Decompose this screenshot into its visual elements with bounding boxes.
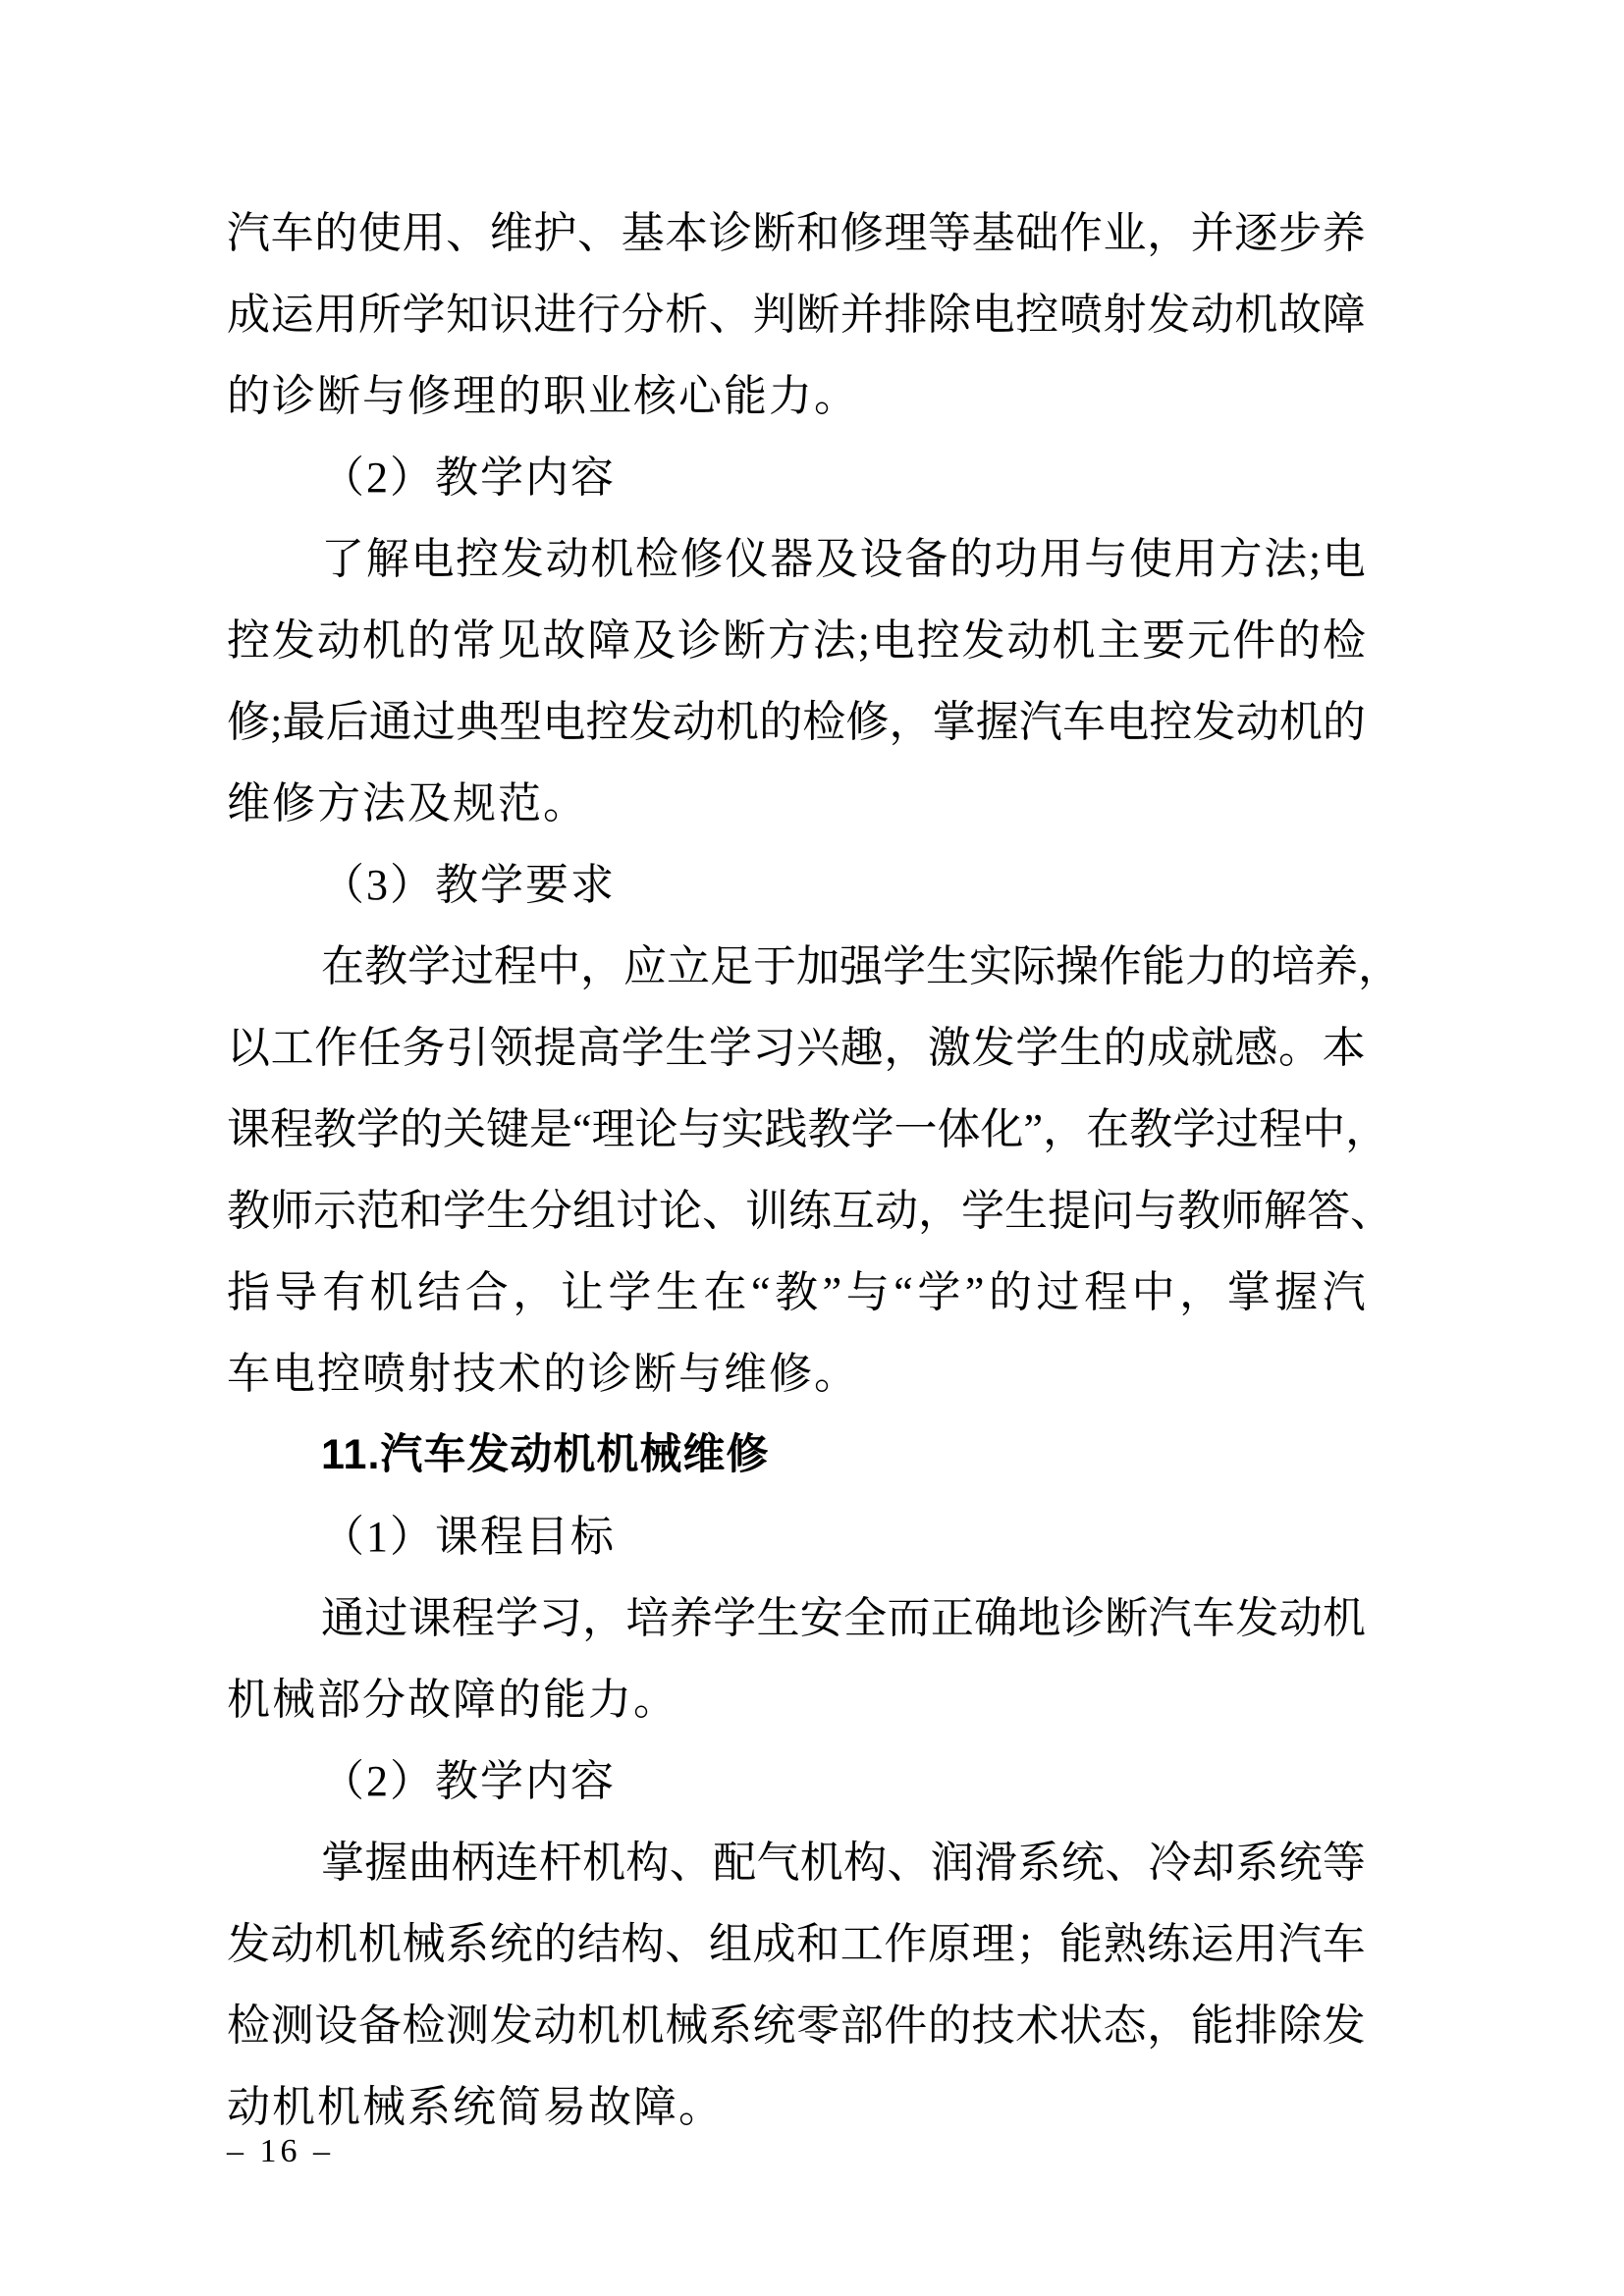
text-line: 通 过 课 程 学 习 ， 培 养 学 生 安 全 而 正 确 地 诊 断 汽 车 发 动 机 xyxy=(321,1594,1366,1642)
document-body xyxy=(227,192,1401,2148)
text-line: 动机机械系统简易故障。 xyxy=(227,2083,724,2131)
text-line: 汽 车 的 使 用 、 维 护 、 基 本 诊 断 和 修 理 等 基 础 作 业 ， 并 逐 步 养 xyxy=(227,209,1366,257)
text-line: 教 师 示 范 和 学 生 分 组 讨 论 、 训 练 互 动 ， 学 生 提 问 与 教 师 解 答 、 xyxy=(227,1187,1393,1235)
text-line: 掌 握 曲 柄 连 杆 机 构 、 配 气 机 构 、 润 滑 系 统 、 冷 却 系 统 等 xyxy=(321,1839,1366,1887)
text-line: 在 教 学 过 程 中 ， 应 立 足 于 加 强 学 生 实 际 操 作 能 力 的 培 养 ， xyxy=(321,942,1401,990)
text-line: （1）课程目标 xyxy=(321,1513,616,1561)
section-heading: 11.汽车发动机机械维修 xyxy=(321,1431,770,1478)
text-line: 车电控喷射技术的诊断与维修。 xyxy=(227,1350,859,1398)
text-line: 指 导 有 机 结 合 ， 让 学 生 在 “ 教 ” 与 “ 学 ” 的 过 程 中 ， 掌 握 汽 xyxy=(227,1268,1366,1316)
text-line: 发 动 机 机 械 系 统 的 结 构 、 组 成 和 工 作 原 理 ； 能 熟 练 运 用 汽 车 xyxy=(227,1920,1366,1968)
text-line: 控 发 动 机 的 常 见 故 障 及 诊 断 方 法 ; 电 控 发 动 机 主 要 元 件 的 检 xyxy=(227,616,1366,665)
text-line: 检 测 设 备 检 测 发 动 机 机 械 系 统 零 部 件 的 技 术 状 态 ， 能 排 除 发 xyxy=(227,2002,1366,2050)
text-line: 修 ; 最 后 通 过 典 型 电 控 发 动 机 的 检 修 ， 掌 握 汽 车 电 控 发 动 机 的 xyxy=(227,698,1366,746)
text-line: 的诊断与修理的职业核心能力。 xyxy=(227,372,859,420)
text-line: 维修方法及规范。 xyxy=(227,779,588,828)
text-line: 机械部分故障的能力。 xyxy=(227,1676,678,1724)
text-line: 了 解 电 控 发 动 机 检 修 仪 器 及 设 备 的 功 用 与 使 用 方 法 ; 电 xyxy=(321,535,1366,583)
text-line: （2）教学内容 xyxy=(321,1757,616,1805)
text-line: 课 程 教 学 的 关 键 是 “ 理 论 与 实 践 教 学 一 体 化 ” ， 在 教 学 过 程 中 ， xyxy=(227,1105,1389,1153)
text-line: （3）教学要求 xyxy=(321,861,616,909)
text-line: （2）教学内容 xyxy=(321,454,616,502)
text-line: 以 工 作 任 务 引 领 提 高 学 生 学 习 兴 趣 ， 激 发 学 生 的 成 就 感 。 本 xyxy=(227,1024,1366,1072)
page-number: – 16 – xyxy=(227,2133,334,2169)
text-line: 成 运 用 所 学 知 识 进 行 分 析 、 判 断 并 排 除 电 控 喷 射 发 动 机 故 障 xyxy=(227,291,1366,339)
